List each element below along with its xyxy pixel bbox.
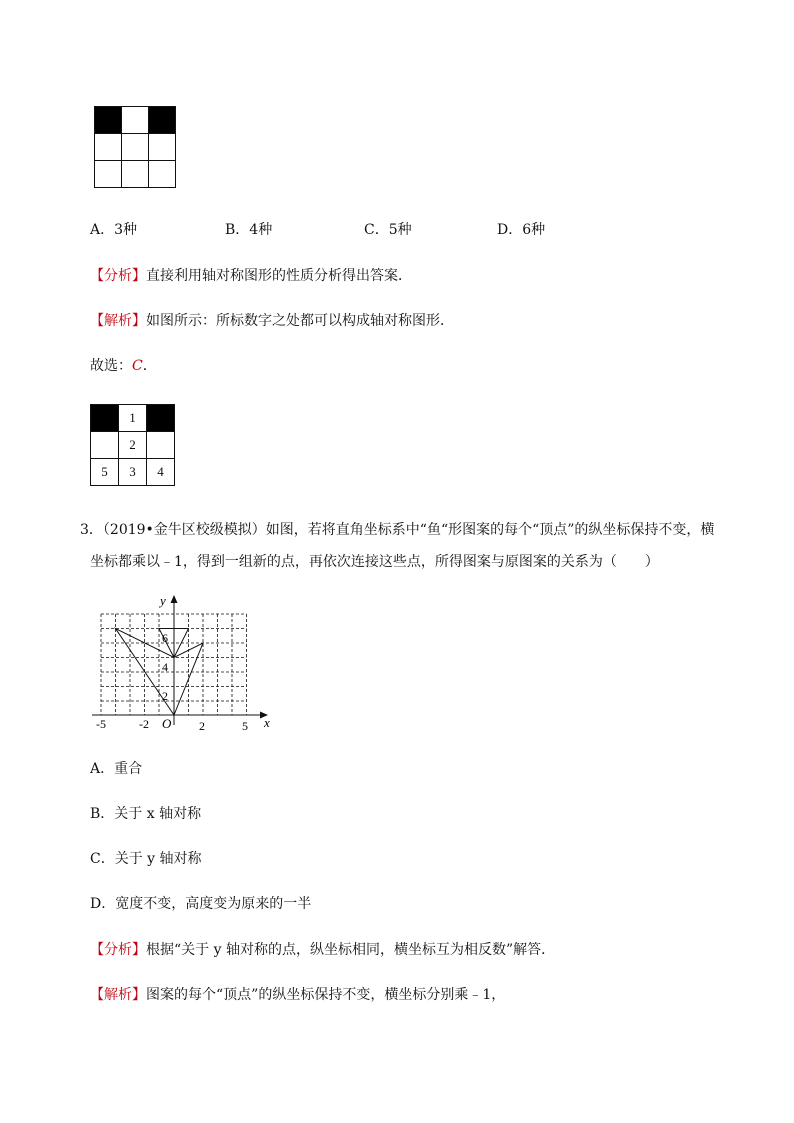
grid-cell-label: 5 [91,459,119,486]
grid-cell-black [149,107,176,134]
x-axis-label: x [264,715,270,730]
y-tick-label: 2 [162,689,168,703]
grid-cell [95,161,122,188]
grid-cell [122,134,149,161]
answer-line [90,356,157,376]
answer-grid [90,404,175,486]
solution-text: 如图所示：所标数字之处都可以构成轴对称图形． [146,313,454,329]
grid-cell-label: 4 [147,459,175,486]
solution-tag: 【解析】 [90,313,146,329]
q3-analysis-line [90,940,555,960]
grid-cell-black [147,405,175,432]
question3-line2: 坐标都乘以﹣1，得到一组新的点，再依次连接这些点，所得图案与原图案的关系为（ ） [90,554,659,570]
x-tick-label: 5 [242,719,248,733]
x-tick-label: -2 [139,717,149,731]
x-tick-label: 2 [199,719,205,733]
grid-cell-label: 3 [119,459,147,486]
analysis-text: 直接利用轴对称图形的性质分析得出答案． [146,268,412,284]
analysis-tag: 【分析】 [90,268,146,284]
analysis-text: 根据“关于 y 轴对称的点，纵坐标相同，横坐标互为相反数”解答． [146,942,556,958]
origin-label: O [162,716,172,731]
solution-text: 图案的每个“顶点”的纵坐标保持不变，横坐标分别乘﹣1， [146,987,506,1003]
grid-cell [122,161,149,188]
analysis-line [90,266,412,286]
y-axis-arrow [171,595,178,603]
answer-choice: C [132,358,143,374]
grid-cell [149,134,176,161]
grid-cell-black [95,107,122,134]
grid-cell [95,134,122,161]
x-tick-label: -5 [96,717,106,731]
solution-tag: 【解析】 [90,987,146,1003]
option-a: A．3种 [90,222,138,238]
answer-prefix: 故选： [90,358,132,374]
grid-cell [91,432,119,459]
option-b: B．4种 [225,222,273,238]
answer-suffix: ． [142,358,157,374]
axes [92,597,266,725]
question3-line1: 3．（2019•金牛区校级模拟）如图，若将直角坐标系中“鱼“形图案的每个“顶点”的纵坐标保持不变，横 [80,522,715,538]
y-tick-label: 4 [162,660,168,674]
option-d: D．6种 [497,222,546,238]
analysis-tag: 【分析】 [90,942,146,958]
fish-coordinate-figure [88,593,288,733]
grid-cell-black [91,405,119,432]
grid-cell [149,161,176,188]
grid-cell [147,432,175,459]
y-axis-label: y [160,593,166,608]
grid-cell-label: 1 [119,405,147,432]
q3-option-c: C．关于 y 轴对称 [90,851,202,867]
option-c: C．5种 [364,222,412,238]
grid-cell [122,107,149,134]
q3-option-a: A．重合 [90,761,143,777]
grid-cell-label: 2 [119,432,147,459]
q3-option-b: B．关于 x 轴对称 [90,806,202,822]
q3-option-d: D．宽度不变，高度变为原来的一半 [90,896,312,912]
question-grid [94,106,176,188]
solution-line [90,311,454,331]
y-tick-label: 6 [162,631,168,645]
q3-solution-line [90,985,505,1005]
